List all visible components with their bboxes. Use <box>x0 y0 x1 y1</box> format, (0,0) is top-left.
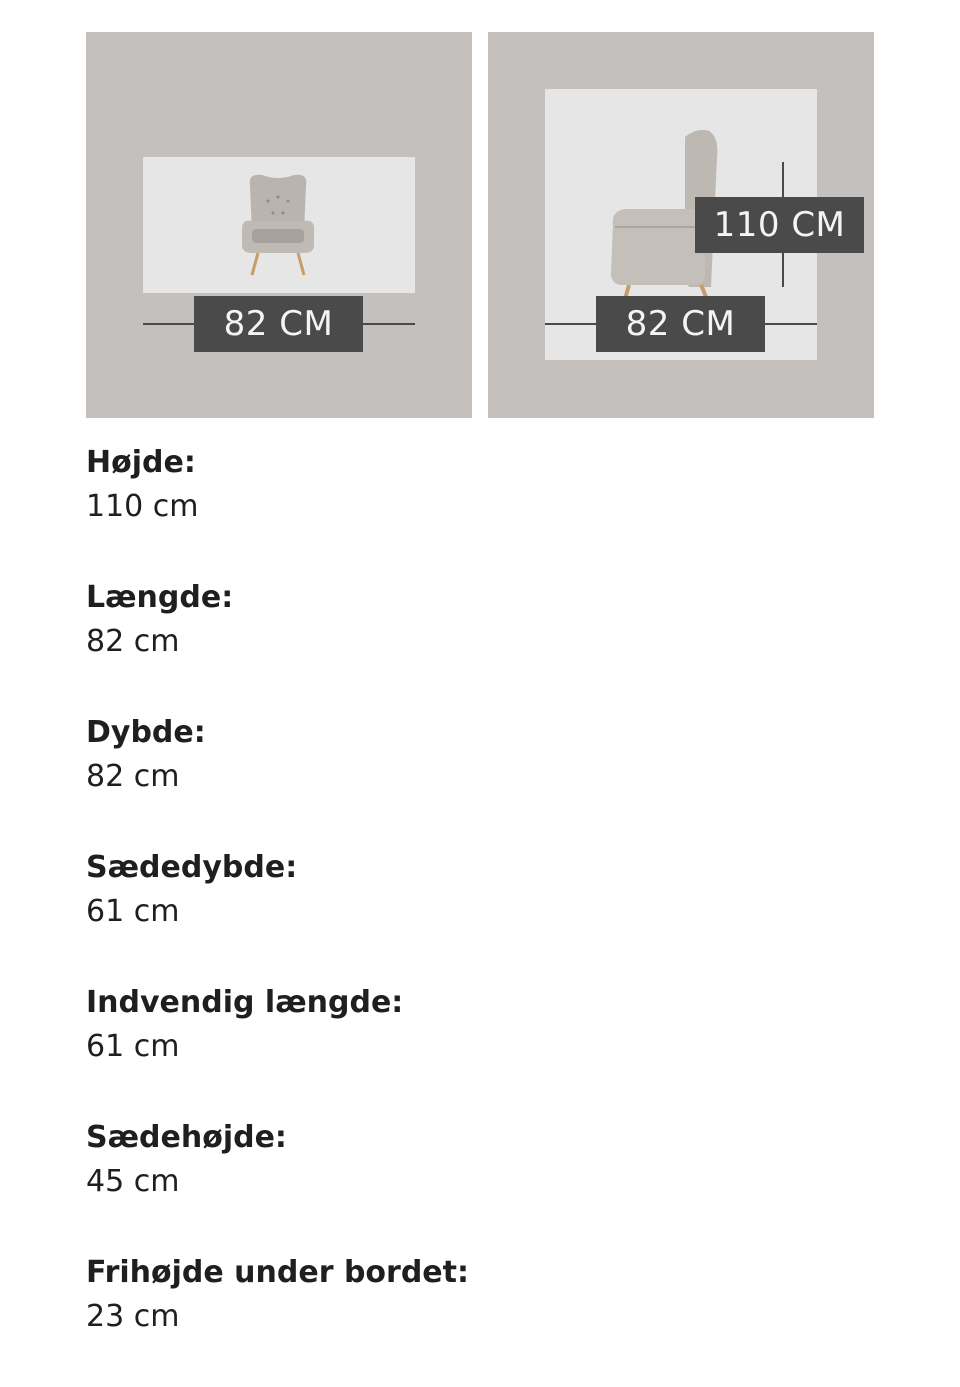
depth-dimension-label: 82 CM <box>596 296 765 352</box>
front-view-photo <box>143 157 415 293</box>
side-view-dimension-image <box>488 32 874 418</box>
spec-value: 61 cm <box>86 1029 180 1064</box>
spec-seat-depth <box>86 847 886 982</box>
spec-clearance-under-table <box>86 1252 886 1387</box>
armchair-front-icon <box>238 171 318 281</box>
spec-label: Længde: <box>86 580 234 615</box>
dimension-spec-list <box>86 442 886 1387</box>
spec-value: 45 cm <box>86 1164 180 1199</box>
spec-value: 23 cm <box>86 1299 180 1334</box>
spec-height <box>86 442 886 577</box>
spec-value: 82 cm <box>86 624 180 659</box>
front-view-dimension-image <box>86 32 472 418</box>
spec-inner-length <box>86 982 886 1117</box>
spec-label: Sædedybde: <box>86 850 298 885</box>
spec-depth <box>86 712 886 847</box>
spec-label: Dybde: <box>86 715 206 750</box>
spec-value: 61 cm <box>86 894 180 929</box>
width-dimension-label: 82 CM <box>194 296 363 352</box>
spec-seat-height <box>86 1117 886 1252</box>
spec-label: Højde: <box>86 445 196 480</box>
height-dimension-label: 110 CM <box>695 197 864 253</box>
spec-label: Indvendig længde: <box>86 985 404 1020</box>
spec-value: 110 cm <box>86 489 199 524</box>
spec-length <box>86 577 886 712</box>
spec-label: Sædehøjde: <box>86 1120 287 1155</box>
spec-label: Frihøjde under bordet: <box>86 1255 469 1290</box>
spec-value: 82 cm <box>86 759 180 794</box>
